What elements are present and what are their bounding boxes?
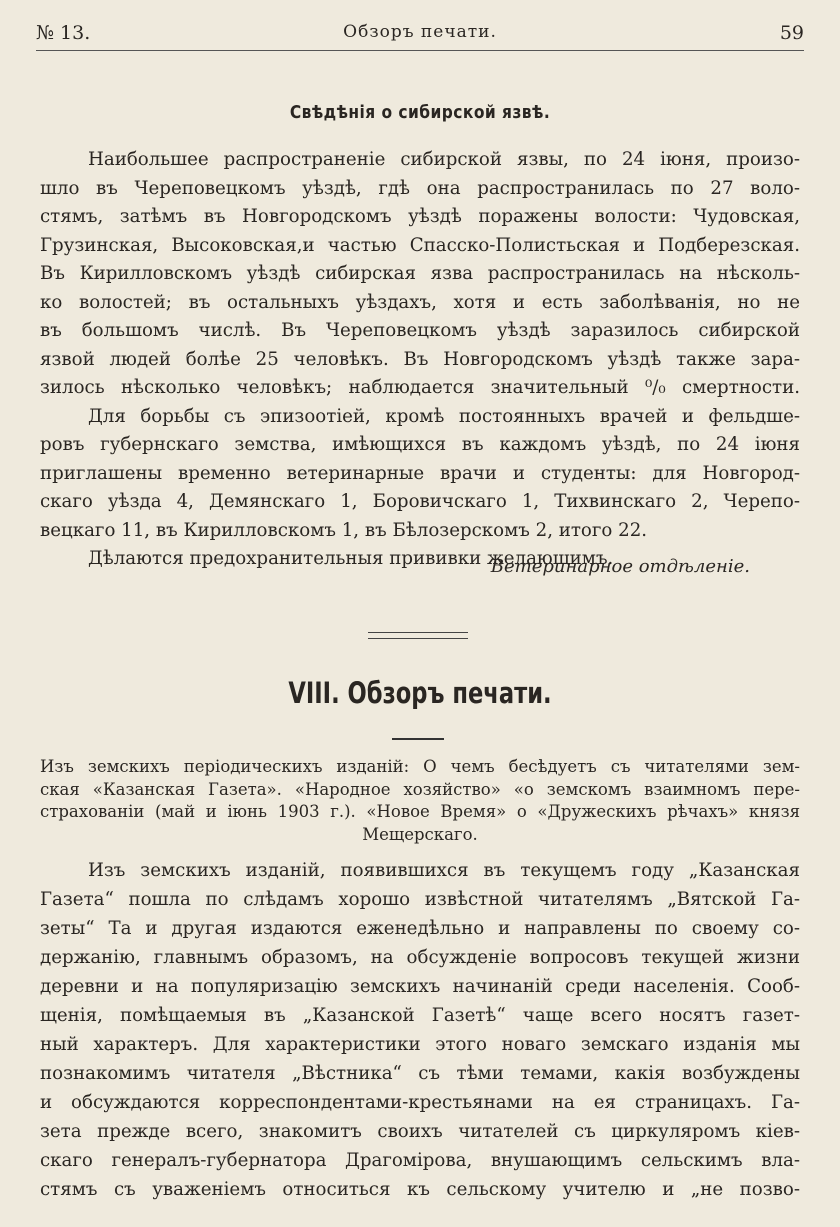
- section-divider: [368, 632, 468, 639]
- text-line: скаго уѣзда 4, Демянскаго 1, Боровичскаго 1, Тихвинскаго 2, Черепо-: [40, 491, 800, 512]
- summary-line: ская «Казанская Газета». «Народное хозяйство» «о земскомъ взаимномъ пере-: [40, 779, 800, 799]
- text-line: въ большомъ числѣ. Въ Череповецкомъ уѣздѣ заразилось сибирской: [40, 320, 800, 341]
- text-line: Наибольшее распространеніе сибирской язвы, по 24 іюня, произо-: [88, 149, 800, 170]
- heading-underline: [392, 738, 444, 740]
- text-line: ко волостей; въ остальныхъ уѣздахъ, хотя и есть заболѣванія, но не: [40, 291, 800, 313]
- text-line: и обсуждаются корреспондентами-крестьянами на ея страницахъ. Га-: [40, 1092, 800, 1113]
- section2-body: [40, 856, 800, 1204]
- text-line: Дѣлаются предохранительныя прививки желающимъ.: [88, 548, 614, 569]
- summary-line: страхованіи (май и іюнь 1903 г.). «Новое Время» о «Дружескихъ рѣчахъ» князя: [40, 802, 800, 821]
- text-line: скаго генералъ-губернатора Драгомірова, внушающимъ сельскимъ вла-: [40, 1150, 800, 1171]
- text-line: зилось нѣсколько человѣкъ; наблюдается значительный ⁰/₀ смертности.: [40, 377, 800, 398]
- section-heading-press-review: VIII. Обзоръ печати.: [288, 676, 552, 710]
- running-header: [36, 22, 804, 48]
- text-line: щенія, помѣщаемыя въ „Казанской Газетѣ“ чаще всего носятъ газет-: [40, 1005, 800, 1026]
- text-line: стямъ съ уваженіемъ относиться къ сельскому учителю и „не позво-: [40, 1179, 800, 1200]
- text-line: вецкаго 11, въ Кирилловскомъ 1, въ Бѣлозерскомъ 2, итого 22.: [40, 519, 648, 541]
- summary-line: Изъ земскихъ періодическихъ изданій: О чемъ бесѣдуетъ съ читателями зем-: [40, 757, 800, 776]
- issue-number: № 13.: [36, 22, 91, 44]
- page-number: 59: [779, 22, 804, 44]
- section1-body: [40, 146, 800, 574]
- summary-line: Мещерскаго.: [362, 824, 478, 844]
- section2-summary: [40, 756, 800, 846]
- text-line: ный характеръ. Для характеристики этого новаго земскаго изданія мы: [40, 1034, 800, 1055]
- text-line: Въ Кирилловскомъ уѣздѣ сибирская язва распространилась на нѣсколь-: [40, 263, 800, 284]
- text-line: язвой людей болѣе 25 человѣкъ. Въ Новгородскомъ уѣздѣ также зара-: [40, 348, 800, 370]
- text-line: деревни и на популяризацію земскихъ начинаній среди населенія. Сооб-: [40, 976, 800, 997]
- text-line: зеты“ Та и другая издаются еженедѣльно и направлены по своему со-: [40, 918, 800, 939]
- text-line: Изъ земскихъ изданій, появившихся въ текущемъ году „Казанская: [88, 860, 800, 881]
- section-heading-anthrax: Свѣдѣнія о сибирской язвѣ.: [289, 102, 551, 123]
- text-line: держанію, главнымъ образомъ, на обсужденіе вопросовъ текущей жизни: [40, 947, 800, 968]
- text-line: стямъ, затѣмъ въ Новгородскомъ уѣздѣ поражены волости: Чудовская,: [40, 206, 800, 227]
- text-line: познакомимъ читателя „Вѣстника“ съ тѣми темами, какія возбуждены: [40, 1063, 800, 1084]
- running-title: Обзоръ печати.: [343, 22, 497, 42]
- text-line: шло въ Череповецкомъ уѣздѣ, гдѣ она распространилась по 27 воло-: [40, 177, 800, 199]
- signature: Ветеринарное отдѣленіе.: [490, 556, 750, 577]
- text-line: ровъ губернскаго земства, имѣющихся въ каждомъ уѣздѣ, по 24 іюня: [40, 434, 800, 455]
- text-line: Газета“ пошла по слѣдамъ хорошо извѣстной читателямъ „Вятской Га-: [40, 889, 800, 910]
- text-line: Для борьбы съ эпизоотіей, кромѣ постоянныхъ врачей и фельдше-: [88, 405, 800, 427]
- header-rule: [36, 50, 804, 51]
- text-line: Грузинская, Высоковская,и частью Спасско-Полистьская и Подберезская.: [40, 234, 800, 256]
- text-line: зета прежде всего, знакомитъ своихъ читателей съ циркуляромъ кіев-: [40, 1121, 800, 1142]
- text-line: приглашены временно ветеринарные врачи и студенты: для Новгород-: [40, 462, 800, 484]
